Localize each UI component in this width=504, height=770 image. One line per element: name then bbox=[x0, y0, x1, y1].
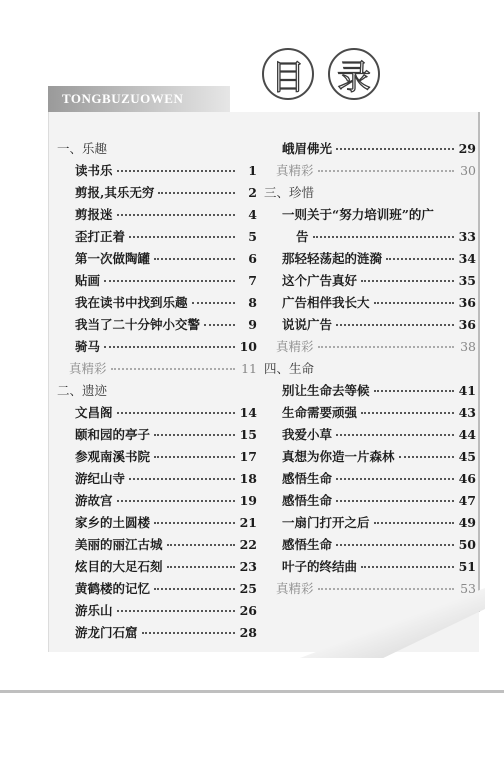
toc-entry[interactable] bbox=[57, 534, 257, 556]
toc-entry[interactable] bbox=[264, 446, 476, 468]
panel-edge bbox=[478, 112, 480, 612]
toc-entry[interactable] bbox=[264, 292, 476, 314]
toc-entry[interactable] bbox=[264, 138, 476, 160]
dot-leader bbox=[399, 444, 454, 458]
toc-entry-title: 说说广告 bbox=[282, 317, 333, 332]
dot-leader bbox=[374, 510, 454, 524]
dot-leader bbox=[154, 576, 235, 590]
dot-leader bbox=[117, 158, 235, 172]
dot-leader bbox=[154, 444, 235, 458]
dot-leader bbox=[104, 268, 235, 282]
toc-page-number: 30 bbox=[460, 163, 476, 178]
dot-leader bbox=[117, 400, 235, 414]
toc-page-number: 46 bbox=[458, 471, 476, 486]
toc-page-number: 22 bbox=[239, 537, 257, 552]
toc-page-number: 33 bbox=[458, 229, 476, 244]
toc-page-number: 36 bbox=[458, 317, 476, 332]
toc-page-number: 19 bbox=[239, 493, 257, 508]
toc-entry[interactable] bbox=[57, 314, 257, 336]
toc-entry[interactable] bbox=[264, 424, 476, 446]
toc-entry[interactable] bbox=[264, 380, 476, 402]
toc-entry-title: 骑马 bbox=[75, 339, 101, 354]
toc-entry[interactable] bbox=[57, 270, 257, 292]
toc-entry-title: 峨眉佛光 bbox=[282, 141, 333, 156]
dot-leader bbox=[336, 488, 454, 502]
toc-entry-title: 一扇门打开之后 bbox=[282, 515, 370, 530]
toc-entry[interactable] bbox=[57, 182, 257, 204]
toc-entry-title: 歪打正着 bbox=[75, 229, 126, 244]
toc-page-number: 5 bbox=[248, 229, 257, 244]
toc-entry[interactable] bbox=[264, 402, 476, 424]
toc-page-number: 17 bbox=[239, 449, 257, 464]
dot-leader bbox=[336, 466, 454, 480]
toc-entry[interactable] bbox=[57, 160, 257, 182]
toc-entry-title: 真精彩 bbox=[276, 163, 314, 178]
toc-column-left bbox=[57, 138, 257, 644]
toc-entry-title: 那轻轻荡起的涟漪 bbox=[282, 251, 383, 266]
dot-leader bbox=[361, 268, 454, 282]
toc-entry-title: 我爱小草 bbox=[282, 427, 333, 442]
dot-leader bbox=[361, 554, 454, 568]
toc-section-heading: 一、乐趣 bbox=[57, 141, 108, 156]
toc-page-number: 15 bbox=[239, 427, 257, 442]
series-banner: TONGBUZUOWEN bbox=[48, 86, 230, 112]
toc-entry-title: 文昌阁 bbox=[75, 405, 113, 420]
toc-entry-title: 我在读书中找到乐趣 bbox=[75, 295, 188, 310]
toc-entry-title: 我当了二十分钟小交警 bbox=[75, 317, 201, 332]
dot-leader bbox=[313, 224, 454, 238]
toc-highlight-entry[interactable] bbox=[57, 358, 257, 380]
toc-entry[interactable] bbox=[57, 556, 257, 578]
dot-leader bbox=[129, 224, 235, 238]
dot-leader bbox=[336, 136, 454, 150]
toc-entry-title: 真精彩 bbox=[276, 581, 314, 596]
dot-leader bbox=[374, 378, 454, 392]
toc-entry-title: 炫目的大足石刻 bbox=[75, 559, 163, 574]
toc-page-number: 9 bbox=[248, 317, 257, 332]
toc-highlight-entry[interactable] bbox=[264, 336, 476, 358]
dot-leader bbox=[104, 334, 235, 348]
toc-entry[interactable] bbox=[57, 248, 257, 270]
dot-leader bbox=[154, 422, 235, 436]
toc-page-number: 34 bbox=[458, 251, 476, 266]
page-bottom-edge bbox=[0, 690, 504, 693]
toc-entry-title: 告 bbox=[296, 229, 309, 244]
toc-page-number: 50 bbox=[458, 537, 476, 552]
toc-page-number: 38 bbox=[460, 339, 476, 354]
toc-entry-title: 感悟生命 bbox=[282, 537, 333, 552]
toc-page-number: 28 bbox=[239, 625, 257, 640]
toc-highlight-entry[interactable] bbox=[264, 578, 476, 600]
dot-leader bbox=[129, 466, 235, 480]
toc-page-number: 10 bbox=[239, 339, 257, 354]
toc-entry-title: 第一次做陶罐 bbox=[75, 251, 151, 266]
dot-leader bbox=[117, 598, 235, 612]
dot-leader bbox=[318, 158, 454, 172]
toc-page-number: 14 bbox=[239, 405, 257, 420]
toc-entry[interactable] bbox=[264, 534, 476, 556]
toc-entry[interactable] bbox=[57, 336, 257, 358]
title-char-2: 录 bbox=[328, 48, 380, 100]
toc-entry[interactable] bbox=[57, 622, 257, 644]
toc-entry[interactable] bbox=[57, 578, 257, 600]
toc-entry[interactable] bbox=[57, 204, 257, 226]
dot-leader bbox=[142, 620, 235, 634]
toc-entry[interactable] bbox=[57, 402, 257, 424]
title-char-1: 目 bbox=[262, 48, 314, 100]
dot-leader bbox=[167, 532, 235, 546]
dot-leader bbox=[374, 290, 454, 304]
toc-entry[interactable] bbox=[264, 512, 476, 534]
toc-entry-title: 剪报,其乐无穷 bbox=[75, 185, 155, 200]
dot-leader bbox=[318, 576, 454, 590]
toc-highlight-entry[interactable] bbox=[264, 160, 476, 182]
toc-page-number: 18 bbox=[239, 471, 257, 486]
dot-leader bbox=[192, 290, 235, 304]
dot-leader bbox=[167, 554, 235, 568]
toc-page-number: 21 bbox=[239, 515, 257, 530]
dot-leader bbox=[386, 246, 454, 260]
toc-page-number: 44 bbox=[458, 427, 476, 442]
toc-entry[interactable] bbox=[264, 314, 476, 336]
dot-leader bbox=[154, 246, 235, 260]
dot-leader bbox=[336, 422, 454, 436]
toc-page-number: 4 bbox=[248, 207, 257, 222]
toc-entry-title: 真精彩 bbox=[69, 361, 107, 376]
toc-page-number: 11 bbox=[241, 361, 257, 376]
dot-leader bbox=[154, 510, 235, 524]
dot-leader bbox=[111, 356, 235, 370]
dot-leader bbox=[361, 400, 454, 414]
toc-entry[interactable] bbox=[57, 468, 257, 490]
toc-section-heading: 三、珍惜 bbox=[264, 185, 315, 200]
toc-entry[interactable] bbox=[264, 468, 476, 490]
toc-entry[interactable] bbox=[57, 490, 257, 512]
toc-entry-title: 黄鹤楼的记忆 bbox=[75, 581, 151, 596]
toc-entry-title: 生命需要顽强 bbox=[282, 405, 358, 420]
toc-entry[interactable] bbox=[57, 512, 257, 534]
toc-entry[interactable] bbox=[57, 424, 257, 446]
toc-entry[interactable] bbox=[57, 292, 257, 314]
toc-column-right bbox=[264, 138, 476, 600]
toc-page-number: 45 bbox=[458, 449, 476, 464]
toc-page-number: 23 bbox=[239, 559, 257, 574]
toc-page-number: 29 bbox=[458, 141, 476, 156]
toc-entry-title: 感悟生命 bbox=[282, 471, 333, 486]
toc-entry-title: 真精彩 bbox=[276, 339, 314, 354]
toc-entry[interactable] bbox=[57, 226, 257, 248]
toc-page-number: 25 bbox=[239, 581, 257, 596]
toc-entry-title: 一则关于“努力培训班”的广 bbox=[282, 207, 434, 222]
dot-leader bbox=[117, 488, 235, 502]
toc-entry-title: 游龙门石窟 bbox=[75, 625, 138, 640]
toc-entry-title: 感悟生命 bbox=[282, 493, 333, 508]
toc-page-number: 2 bbox=[248, 185, 257, 200]
toc-entry-title: 别让生命去等候 bbox=[282, 383, 370, 398]
dot-leader bbox=[117, 202, 235, 216]
toc-page-number: 7 bbox=[248, 273, 257, 288]
toc-page-number: 35 bbox=[458, 273, 476, 288]
toc-page-number: 36 bbox=[458, 295, 476, 310]
toc-entry-title: 贴画 bbox=[75, 273, 101, 288]
toc-entry[interactable] bbox=[264, 204, 476, 226]
toc-page-number: 47 bbox=[458, 493, 476, 508]
toc-entry-title: 叶子的终结曲 bbox=[282, 559, 358, 574]
toc-entry[interactable] bbox=[264, 226, 476, 248]
toc-section-heading: 二、遗迹 bbox=[57, 383, 108, 398]
toc-page-number: 43 bbox=[458, 405, 476, 420]
dot-leader bbox=[336, 312, 454, 326]
toc-entry-title: 剪报迷 bbox=[75, 207, 113, 222]
toc-entry-title: 颐和园的亭子 bbox=[75, 427, 151, 442]
toc-entry-title: 游故宫 bbox=[75, 493, 113, 508]
toc-page-number: 53 bbox=[460, 581, 476, 596]
toc-page-number: 49 bbox=[458, 515, 476, 530]
toc-page-number: 8 bbox=[248, 295, 257, 310]
toc-entry-title: 游纪山寺 bbox=[75, 471, 126, 486]
toc-entry-title: 广告相伴我长大 bbox=[282, 295, 370, 310]
toc-entry-title: 读书乐 bbox=[75, 163, 113, 178]
toc-page-number: 41 bbox=[458, 383, 476, 398]
toc-page-number: 1 bbox=[248, 163, 257, 178]
page-title bbox=[262, 48, 380, 100]
toc-entry[interactable] bbox=[264, 270, 476, 292]
toc-page-number: 6 bbox=[248, 251, 257, 266]
toc-entry[interactable] bbox=[57, 600, 257, 622]
dot-leader bbox=[204, 312, 235, 326]
toc-entry-title: 游乐山 bbox=[75, 603, 113, 618]
toc-entry[interactable] bbox=[264, 248, 476, 270]
toc-page-number: 51 bbox=[458, 559, 476, 574]
toc-entry[interactable] bbox=[57, 446, 257, 468]
dot-leader bbox=[158, 180, 235, 194]
dot-leader bbox=[336, 532, 454, 546]
toc-entry-title: 参观南溪书院 bbox=[75, 449, 151, 464]
toc-entry-title: 美丽的丽江古城 bbox=[75, 537, 163, 552]
toc-entry[interactable] bbox=[264, 490, 476, 512]
toc-entry-title: 家乡的土圆楼 bbox=[75, 515, 151, 530]
toc-entry[interactable] bbox=[264, 556, 476, 578]
toc-entry-title: 真想为你造一片森林 bbox=[282, 449, 395, 464]
toc-page-number: 26 bbox=[239, 603, 257, 618]
toc-section-heading: 四、生命 bbox=[264, 361, 315, 376]
dot-leader bbox=[318, 334, 454, 348]
toc-entry-title: 这个广告真好 bbox=[282, 273, 358, 288]
